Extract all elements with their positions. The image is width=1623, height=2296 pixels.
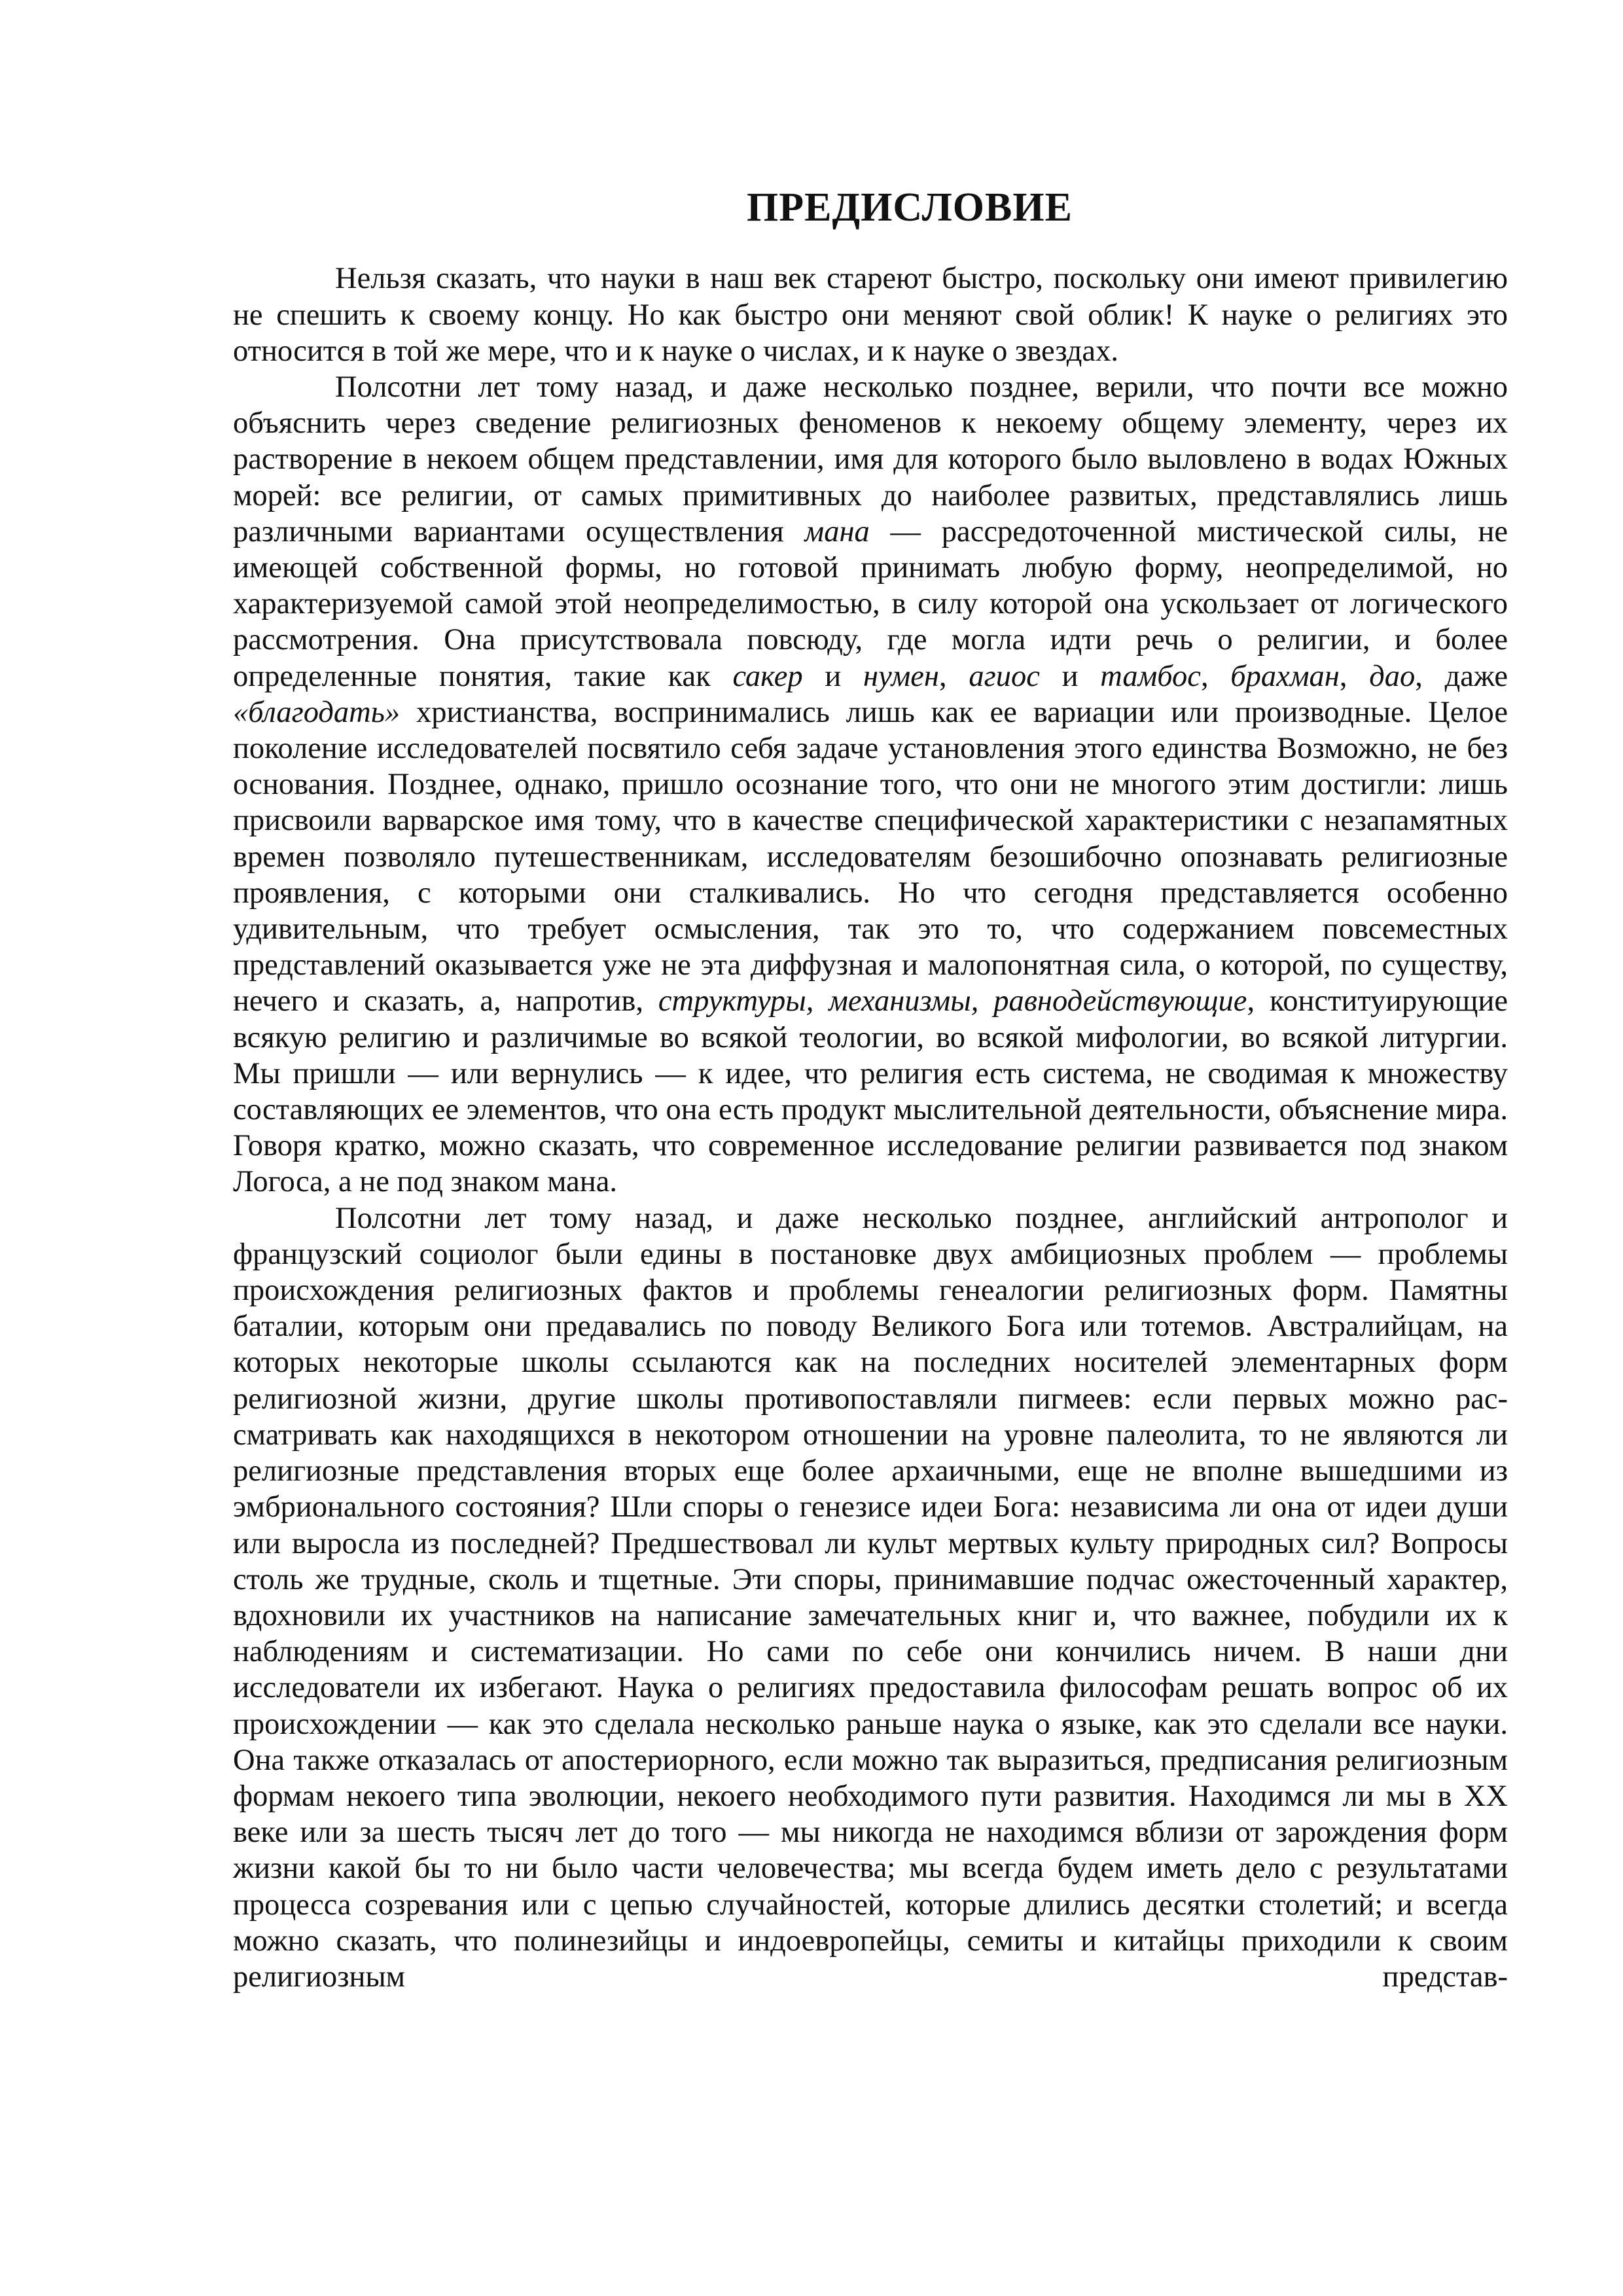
- text-span: и: [1039, 659, 1101, 693]
- paragraph: [233, 260, 1508, 369]
- italic-term: нумен: [863, 659, 939, 693]
- text-span: ,: [1200, 659, 1231, 693]
- text-span: ,: [938, 659, 969, 693]
- italic-term: мана: [804, 514, 870, 548]
- text-span: ,: [1339, 659, 1370, 693]
- body-text: [233, 260, 1508, 1995]
- italic-term: структуры, механизмы, равнодействующие: [658, 984, 1247, 1018]
- italic-term: дао: [1369, 659, 1416, 693]
- italic-term: агиос: [969, 659, 1040, 693]
- italic-term: «благодать»: [233, 695, 401, 729]
- italic-term: тамбос: [1100, 659, 1201, 693]
- text-span: христианства, воспринимались лишь как ее вариации или производные. Целое поколение исследователей посвятило себя задаче установления этого единства Возможно, не без основания. Позднее, однако, пришло осознание того, что они не многого этим достигли: лишь присвоили варварское имя тому, что в качестве специфической характеристики с незапамятных времен позволяло путешественникам, исследователям безошибочно опознавать религиозные проявления, с которыми они сталкивались. Но что сегодня представляется особенно удивительным, что требует осмысления, так это то, что содержанием повсеместных представлений оказывается уже не эта диффузная и малопонятная сила, о которой, по существу, нечего и сказать, а, напротив,: [233, 695, 1508, 1018]
- text-span: и: [802, 659, 864, 693]
- document-page: [233, 183, 1508, 1995]
- text-span: Полсотни лет тому назад, и даже несколько позднее, верили, что почти все можно объяснить через сведение религиозных феноменов к некоему общему элементу, через их растворение в некоем общем представлении, имя для которого было выловлено в водах Южных морей: все религии, от самых примитивных до наиболее развитых, представлялись лишь различными вариантами осуществления: [233, 370, 1508, 548]
- text-span: , даже: [1415, 659, 1508, 693]
- italic-term: брахман: [1230, 659, 1340, 693]
- text-span: Полсотни лет тому назад, и даже несколько позднее, английский антрополог и французский социолог были едины в постановке двух амбициозных проблем — проблемы происхождения религиозных фактов и проблемы генеалогии религиозных форм. Памятны баталии, которым они предавались по поводу Великого Бога или тотемов. Австралийцам, на которых некоторые школы ссылаются как на последних носителей элементарных форм религиозной жизни, другие школы противопоставляли пигмеев: если первых можно рассматривать как находящихся в некотором отношении на уровне палеолита, то не являются ли религиозные представления вторых еще более архаичными, еще не вполне вышедшими из эмбрионального состояния? Шли споры о генезисе идеи Бога: независима ли она от идеи души или выросла из последней? Предшествовал ли культ мертвых культу природных сил? Вопросы столь же трудные, сколь и тщетные. Эти споры, принимавшие подчас ожесточенный характер, вдохновили их участников на написание замечательных книг и, что важнее, побудили их к наблюдениям и систематизации. Но сами по себе они кончились ничем. В наши дни исследователи их избегают. Наука о религиях предоставила философам решать вопрос об их происхождении — как это сделала несколько раньше наука о языке, как это сделали все науки. Она также отказалась от апостериорного, если можно так выразиться, предписания религиозным формам некоего типа эволюции, некоего необходимого пути развития. Находимся ли мы в XX веке или за шесть тысяч лет до того — мы никогда не находимся вблизи от зарождения форм жизни какой бы то ни было части человечества; мы всегда будем иметь дело с результатами процесса созревания или с цепью случайностей, которые длились десятки столетий; и всегда можно сказать, что полинезийцы и индоевропейцы, семиты и китайцы приходили к своим религиозным представ-: [233, 1201, 1508, 1994]
- italic-term: сакер: [732, 659, 803, 693]
- text-span: , конституирующие всякую религию и различимые во всякой теологии, во всякой мифологии, во всякой литургии. Мы пришли — или вернулись — к идее, что религия есть система, не сводимая к множеству составляющих ее элементов, что она есть продукт мыслительной деятельности, объяснение мира. Говоря кратко, можно сказать, что современное исследование религии развивается под знаком Логоса, а не под знаком мана.: [233, 984, 1508, 1199]
- paragraph: [233, 1200, 1508, 1995]
- text-span: Нельзя сказать, что науки в наш век стареют быстро, поскольку они имеют привилегию не спешить к своему концу. Но как быстро они меняют свой облик! К науке о религиях это относится в той же мере, что и к науке о числах, и к науке о звездах.: [233, 262, 1508, 368]
- paragraph: [233, 369, 1508, 1200]
- page-title: ПРЕДИСЛОВИЕ: [747, 185, 1073, 230]
- text-span: — рассредоточенной мистической силы, не имеющей собственной формы, но готовой принимать любую форму, неопределимой, но характеризуемой самой этой неопределимостью, в силу которой она ускользает от логического рассмотрения. Она присутствовала повсюду, где могла идти речь о религии, и более определенные понятия, такие как: [233, 514, 1508, 693]
